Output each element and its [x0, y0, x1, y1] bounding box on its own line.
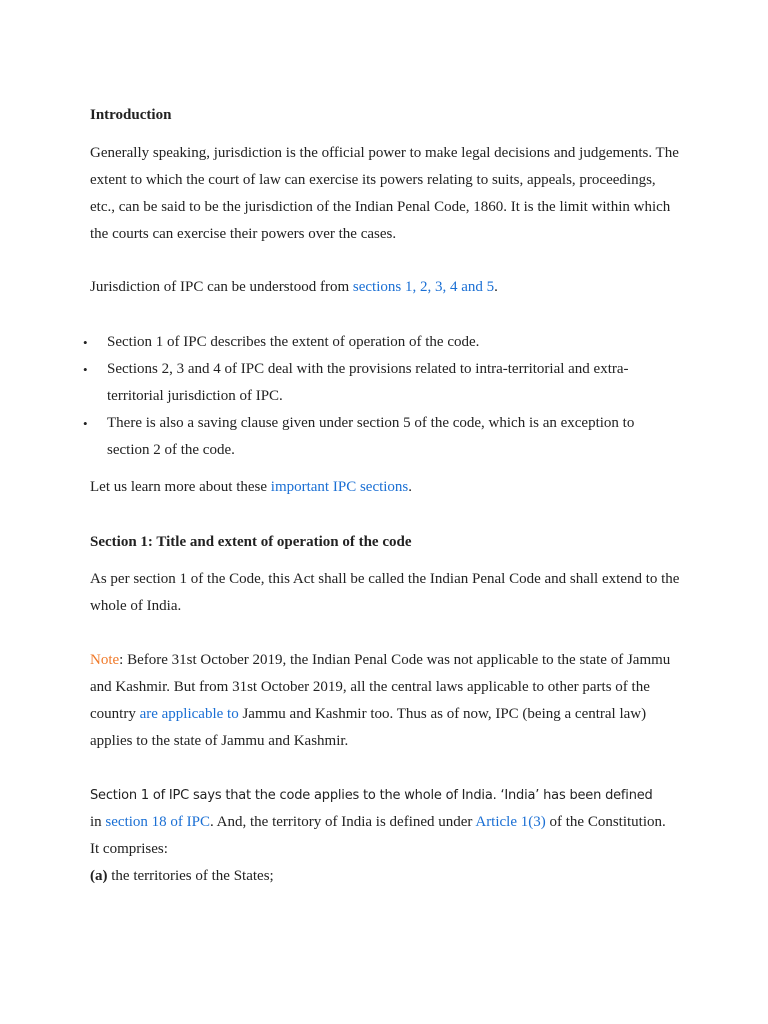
- item-a-text: the territories of the States;: [107, 868, 274, 884]
- important-ipc-sections-link[interactable]: important IPC sections: [270, 479, 409, 495]
- learn-more-text: Let us learn more about these: [90, 479, 271, 495]
- learn-more-paragraph: [90, 474, 680, 501]
- intro-paragraph: Generally speaking, jurisdiction is the official power to make legal decisions and judgements. The extent to which the court of law can exercise its powers relating to suits, appeals, proceedings, etc., can be said to be the jurisdiction of the Indian Penal Code, 1860. It is the limit within which the courts can exercise their powers over the cases.: [90, 145, 679, 242]
- india-definition-line: Section 1 of IPC says that the code applies to the whole of India. ‘India’ has been defined: [90, 788, 653, 803]
- are-applicable-to-link[interactable]: are applicable to: [139, 706, 239, 722]
- learn-more-period: .: [408, 479, 413, 495]
- section1-heading: Section 1: Title and extent of operation of the code: [90, 534, 412, 550]
- india-definition-in: in: [90, 814, 106, 830]
- bullet-text: There is also a saving clause given under section 5 of the code, which is an exception to section 2 of the code.: [107, 415, 635, 458]
- india-definition-paragraph: [90, 782, 680, 890]
- section-bullet-list: [83, 329, 670, 464]
- sections-link[interactable]: sections 1, 2, 3, 4 and 5: [352, 279, 495, 295]
- bullet-text: Sections 2, 3 and 4 of IPC deal with the provisions related to intra-territorial and extra-territorial jurisdiction of IPC.: [107, 361, 629, 404]
- intro-heading: Introduction: [90, 107, 172, 123]
- bullet-icon: •: [83, 335, 88, 350]
- india-definition-mid: . And, the territory of India is defined under: [210, 814, 476, 830]
- list-item: [83, 356, 670, 410]
- comprises-label: It comprises:: [90, 841, 168, 857]
- list-item: [83, 329, 670, 356]
- jurisdiction-period: .: [494, 279, 498, 295]
- item-a-label: (a): [90, 868, 108, 884]
- list-item: [83, 410, 670, 464]
- section1-paragraph: As per section 1 of the Code, this Act shall be called the Indian Penal Code and shall extend to the whole of India.: [90, 571, 680, 614]
- note-text: : Before 31st October 2019, the Indian Penal Code was not applicable to the state of Jammu and Kashmir. But from 31st October 2019, all the central laws applicable to other parts of the country: [90, 652, 671, 722]
- jurisdiction-paragraph: [90, 274, 680, 301]
- section-18-link[interactable]: section 18 of IPC: [105, 814, 210, 830]
- note-label: Note: [90, 652, 120, 668]
- note-paragraph: [90, 647, 680, 755]
- article-1-3-link[interactable]: Article 1(3): [475, 814, 546, 830]
- bullet-icon: •: [83, 416, 88, 431]
- india-definition-end: of the Constitution.: [545, 814, 666, 830]
- note-text-continued: Jammu and Kashmir too. Thus as of now, IPC (being a central law) applies to the state of Jammu and Kashmir.: [90, 706, 647, 749]
- bullet-icon: •: [83, 362, 88, 377]
- jurisdiction-text: Jurisdiction of IPC can be understood from: [90, 279, 353, 295]
- bullet-text: Section 1 of IPC describes the extent of operation of the code.: [107, 334, 480, 350]
